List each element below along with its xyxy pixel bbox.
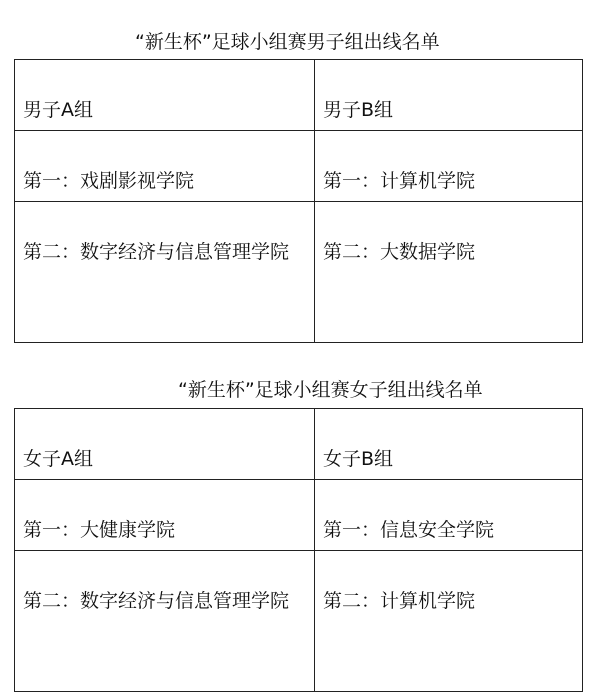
men-group-a-header: 男子A组 (15, 60, 315, 131)
men-group-a-first: 第一：戏剧影视学院 (15, 131, 315, 202)
women-group-b-header: 女子B组 (315, 409, 583, 480)
men-roster-title: “新生杯”足球小组赛男子组出线名单 (135, 31, 440, 53)
men-group-b-header: 男子B组 (315, 60, 583, 131)
men-qualifier-table (14, 59, 583, 343)
women-group-a-second: 第二：数字经济与信息管理学院 (15, 551, 315, 692)
women-group-b-second: 第二：计算机学院 (315, 551, 583, 692)
table-row (15, 60, 583, 131)
women-group-a-header: 女子A组 (15, 409, 315, 480)
table-row (15, 551, 583, 692)
men-group-b-first: 第一：计算机学院 (315, 131, 583, 202)
women-group-b-first: 第一：信息安全学院 (315, 480, 583, 551)
women-roster-title: “新生杯”足球小组赛女子组出线名单 (178, 379, 483, 401)
men-group-b-second: 第二：大数据学院 (315, 202, 583, 343)
table-row (15, 202, 583, 343)
table-row (15, 480, 583, 551)
women-group-a-first: 第一：大健康学院 (15, 480, 315, 551)
table-row (15, 131, 583, 202)
women-qualifier-table (14, 408, 583, 692)
men-group-a-second: 第二：数字经济与信息管理学院 (15, 202, 315, 343)
table-row (15, 409, 583, 480)
